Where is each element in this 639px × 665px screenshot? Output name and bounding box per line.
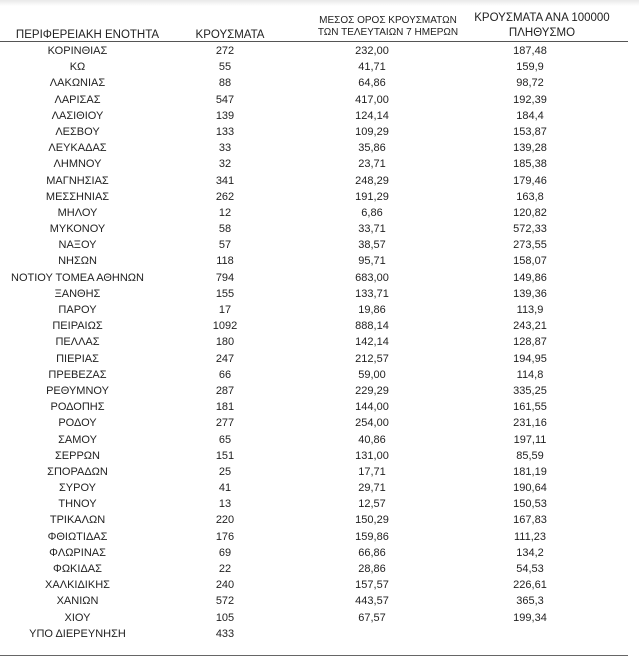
table-row bbox=[0, 205, 630, 221]
per100k-cell: 153,87 bbox=[513, 125, 547, 138]
cases-cell: 341 bbox=[215, 174, 235, 187]
table-row bbox=[0, 432, 630, 448]
header-region: ΠΕΡΙΦΕΡΕΙΑΚΗ ΕΝΟΤΗΤΑ bbox=[15, 29, 160, 41]
cases-cell: 133 bbox=[215, 125, 235, 138]
avg7-cell: 157,57 bbox=[355, 579, 389, 592]
table-row bbox=[0, 512, 630, 528]
avg7-cell: 888,14 bbox=[355, 320, 389, 333]
region-cell: ΤΗΝΟΥ bbox=[58, 498, 97, 511]
table-row bbox=[0, 140, 630, 156]
cases-cell: 88 bbox=[218, 77, 232, 90]
table-row bbox=[0, 383, 630, 399]
region-cell: ΛΗΜΝΟΥ bbox=[53, 158, 102, 171]
table-row bbox=[0, 561, 630, 577]
avg7-cell: 29,71 bbox=[358, 482, 386, 495]
header-per100k bbox=[462, 11, 622, 41]
region-cell: ΧΙΟΥ bbox=[64, 611, 91, 624]
region-cell: ΚΩ bbox=[69, 61, 86, 74]
per100k-cell: 231,16 bbox=[513, 417, 547, 430]
avg7-cell: 17,71 bbox=[358, 465, 386, 478]
cases-cell: 13 bbox=[218, 498, 232, 511]
per100k-cell: 365,3 bbox=[516, 595, 544, 608]
cases-cell: 58 bbox=[218, 223, 232, 236]
avg7-cell: 443,57 bbox=[355, 595, 389, 608]
cases-cell: 240 bbox=[215, 579, 235, 592]
avg7-cell: 191,29 bbox=[355, 190, 389, 203]
per100k-cell: 161,55 bbox=[513, 401, 547, 414]
table-row bbox=[0, 286, 630, 302]
cases-cell: 66 bbox=[218, 368, 232, 381]
per100k-cell: 335,25 bbox=[513, 384, 547, 397]
table-row bbox=[0, 59, 630, 75]
cases-cell: 55 bbox=[218, 61, 232, 74]
avg7-cell: 150,29 bbox=[355, 514, 389, 527]
table-row bbox=[0, 351, 630, 367]
per100k-cell: 149,86 bbox=[513, 271, 547, 284]
per100k-cell: 139,28 bbox=[513, 142, 547, 155]
region-cell: ΡΟΔΟΠΗΣ bbox=[50, 401, 105, 414]
avg7-cell: 59,00 bbox=[358, 368, 386, 381]
cases-cell: 287 bbox=[215, 384, 235, 397]
table-header bbox=[0, 8, 630, 42]
region-cell: ΣΠΟΡΑΔΩΝ bbox=[47, 465, 108, 478]
table-row bbox=[0, 75, 630, 91]
per100k-cell: 163,8 bbox=[516, 190, 544, 203]
avg7-cell: 28,86 bbox=[358, 563, 386, 575]
avg7-cell: 124,14 bbox=[355, 109, 389, 122]
region-cell: ΝΑΞΟΥ bbox=[58, 239, 97, 252]
per100k-cell: 181,19 bbox=[513, 465, 547, 478]
cases-cell: 69 bbox=[218, 546, 232, 559]
avg7-cell: 212,57 bbox=[355, 352, 389, 365]
cases-cell: 17 bbox=[218, 304, 232, 316]
avg7-cell: 248,29 bbox=[355, 174, 389, 187]
avg7-cell: 38,57 bbox=[358, 239, 386, 252]
cases-cell: 33 bbox=[218, 142, 232, 155]
region-cell: ΛΑΡΙΣΑΣ bbox=[54, 93, 101, 106]
header-cases: ΚΡΟΥΣΜΑΤΑ bbox=[195, 29, 265, 41]
per100k-cell: 128,87 bbox=[513, 336, 547, 349]
per100k-cell: 111,23 bbox=[513, 530, 546, 543]
per100k-cell: 167,83 bbox=[513, 514, 547, 527]
region-cell: ΝΟΤΙΟΥ ΤΟΜΕΑ ΑΘΗΝΩΝ bbox=[11, 271, 144, 284]
cases-cell: 139 bbox=[215, 109, 235, 122]
header-divider bbox=[0, 41, 628, 42]
region-cell: ΡΟΔΟΥ bbox=[58, 417, 97, 430]
cases-cell: 41 bbox=[218, 482, 232, 495]
table-row bbox=[0, 529, 630, 545]
per100k-cell: 158,07 bbox=[513, 255, 547, 268]
avg7-cell: 40,86 bbox=[358, 433, 386, 446]
region-cell: ΜΥΚΟΝΟΥ bbox=[49, 223, 106, 236]
region-cell: ΛΑΣΙΘΙΟΥ bbox=[51, 109, 104, 122]
cases-cell: 22 bbox=[218, 563, 232, 575]
table-row bbox=[0, 156, 630, 172]
table-row bbox=[0, 480, 630, 496]
header-per100k-line2: ΠΛΗΘΥΣΜΟ bbox=[508, 27, 576, 39]
per100k-cell: 159,9 bbox=[516, 61, 544, 74]
region-cell: ΠΙΕΡΙΑΣ bbox=[56, 352, 99, 365]
avg7-cell: 133,71 bbox=[355, 287, 389, 300]
header-avg7-line2: ΤΩΝ ΤΕΛΕΥΤΑΙΩΝ 7 ΗΜΕΡΩΝ bbox=[317, 27, 459, 38]
per100k-cell: 120,82 bbox=[513, 206, 547, 219]
per100k-cell: 185,38 bbox=[513, 158, 547, 171]
header-per100k-line1: ΚΡΟΥΣΜΑΤΑ ΑΝΑ 100000 bbox=[474, 12, 610, 24]
cases-cell: 118 bbox=[216, 255, 234, 268]
cases-cell: 176 bbox=[215, 530, 235, 543]
cases-cell: 180 bbox=[215, 336, 235, 349]
region-cell: ΤΡΙΚΑΛΩΝ bbox=[49, 514, 106, 527]
table-row bbox=[0, 577, 630, 593]
table-row bbox=[0, 173, 630, 189]
per100k-cell: 98,72 bbox=[516, 77, 544, 90]
region-cell: ΣΥΡΟΥ bbox=[58, 482, 96, 495]
table-row bbox=[0, 221, 630, 237]
table-row bbox=[0, 108, 630, 124]
per100k-cell: 199,34 bbox=[513, 611, 547, 624]
region-cell: ΠΕΙΡΑΙΩΣ bbox=[52, 320, 103, 333]
avg7-cell: 254,00 bbox=[355, 417, 389, 430]
table-row bbox=[0, 43, 630, 59]
table-row bbox=[0, 318, 630, 334]
avg7-cell: 67,57 bbox=[358, 611, 386, 624]
region-cell: ΠΡΕΒΕΖΑΣ bbox=[48, 368, 107, 381]
per100k-cell: 150,53 bbox=[513, 498, 547, 511]
table-row bbox=[0, 593, 630, 609]
per100k-cell: 114,8 bbox=[516, 368, 544, 381]
region-cell: ΦΘΙΩΤΙΔΑΣ bbox=[47, 530, 108, 543]
region-cell: ΜΕΣΣΗΝΙΑΣ bbox=[45, 190, 110, 203]
cases-cell: 65 bbox=[218, 433, 232, 446]
region-cell: ΞΑΝΘΗΣ bbox=[54, 287, 101, 300]
region-cell: ΧΑΛΚΙΔΙΚΗΣ bbox=[45, 579, 110, 592]
cases-cell: 433 bbox=[215, 627, 235, 640]
region-cell: ΦΛΩΡΙΝΑΣ bbox=[49, 546, 106, 559]
per100k-cell: 187,48 bbox=[513, 45, 547, 57]
per100k-cell: 85,59 bbox=[516, 449, 544, 462]
avg7-cell: 95,71 bbox=[358, 255, 386, 268]
region-cell: ΠΕΛΛΑΣ bbox=[55, 336, 100, 349]
footer-divider bbox=[0, 655, 628, 656]
cases-cell: 32 bbox=[218, 158, 232, 171]
avg7-cell: 41,71 bbox=[358, 61, 386, 74]
region-cell: ΣΕΡΡΩΝ bbox=[55, 449, 100, 462]
table-row bbox=[0, 124, 630, 140]
avg7-cell: 12,57 bbox=[358, 498, 386, 511]
cases-cell: 12 bbox=[218, 206, 232, 219]
table-row bbox=[0, 92, 630, 108]
region-cell: ΚΟΡΙΝΘΙΑΣ bbox=[47, 45, 108, 57]
table-body bbox=[0, 43, 630, 642]
table-row bbox=[0, 464, 630, 480]
cases-cell: 151 bbox=[215, 449, 235, 462]
avg7-cell: 23,71 bbox=[358, 158, 386, 171]
cases-cell: 155 bbox=[215, 287, 235, 300]
avg7-cell: 19,86 bbox=[358, 304, 386, 316]
cases-cell: 220 bbox=[215, 514, 235, 527]
avg7-cell: 33,71 bbox=[358, 223, 386, 236]
region-cell: ΜΗΛΟΥ bbox=[57, 206, 98, 219]
per100k-cell: 139,36 bbox=[513, 287, 547, 300]
table-row bbox=[0, 626, 630, 642]
region-cell: ΥΠΟ ΔΙΕΡΕΥΝΗΣΗ bbox=[29, 627, 126, 640]
table-row bbox=[0, 545, 630, 561]
avg7-cell: 159,86 bbox=[355, 530, 389, 543]
table-row bbox=[0, 189, 630, 205]
region-cell: ΦΩΚΙΔΑΣ bbox=[53, 563, 102, 575]
table-row bbox=[0, 270, 630, 286]
table-row bbox=[0, 302, 630, 318]
per100k-cell: 184,4 bbox=[516, 109, 544, 122]
table-row bbox=[0, 334, 630, 350]
region-cell: ΛΕΥΚΑΔΑΣ bbox=[48, 142, 107, 155]
cases-cell: 272 bbox=[215, 45, 235, 57]
per100k-cell: 134,2 bbox=[516, 546, 544, 559]
cases-cell: 262 bbox=[215, 190, 235, 203]
cases-cell: 105 bbox=[215, 611, 235, 624]
cases-cell: 247 bbox=[215, 352, 235, 365]
per100k-cell: 194,95 bbox=[513, 352, 547, 365]
cases-cell: 1092 bbox=[212, 320, 238, 333]
table-row bbox=[0, 253, 630, 269]
per100k-cell: 54,53 bbox=[516, 563, 544, 575]
region-cell: ΝΗΣΩΝ bbox=[58, 255, 97, 268]
per100k-cell: 226,61 bbox=[513, 579, 547, 592]
header-avg7-line1: ΜΕΣΟΣ ΟΡΟΣ ΚΡΟΥΣΜΑΤΩΝ bbox=[319, 15, 457, 26]
avg7-cell: 6,86 bbox=[361, 206, 383, 219]
region-cell: ΧΑΝΙΩΝ bbox=[56, 595, 99, 608]
avg7-cell: 229,29 bbox=[355, 384, 389, 397]
avg7-cell: 66,86 bbox=[358, 546, 386, 559]
per100k-cell: 273,55 bbox=[513, 239, 547, 252]
table-row bbox=[0, 448, 630, 464]
avg7-cell: 109,29 bbox=[355, 125, 389, 138]
region-cell: ΛΕΣΒΟΥ bbox=[55, 125, 100, 138]
region-cell: ΛΑΚΩΝΙΑΣ bbox=[49, 77, 106, 90]
cases-cell: 572 bbox=[215, 595, 235, 608]
table-row bbox=[0, 415, 630, 431]
per100k-cell: 192,39 bbox=[513, 93, 547, 106]
avg7-cell: 232,00 bbox=[355, 45, 389, 57]
region-cell: ΜΑΓΝΗΣΙΑΣ bbox=[46, 174, 109, 187]
cases-cell: 277 bbox=[215, 417, 235, 430]
cases-cell: 794 bbox=[215, 271, 235, 284]
cases-cell: 181 bbox=[215, 401, 235, 414]
avg7-cell: 144,00 bbox=[355, 401, 389, 414]
avg7-cell: 683,00 bbox=[355, 271, 389, 284]
table-row bbox=[0, 496, 630, 512]
region-cell: ΣΑΜΟΥ bbox=[58, 433, 97, 446]
table-row bbox=[0, 399, 630, 415]
region-cell: ΡΕΘΥΜΝΟΥ bbox=[46, 384, 109, 397]
cases-cell: 57 bbox=[218, 239, 232, 252]
per100k-cell: 190,64 bbox=[513, 482, 547, 495]
per100k-cell: 179,46 bbox=[513, 174, 547, 187]
per100k-cell: 197,11 bbox=[513, 433, 547, 446]
avg7-cell: 35,86 bbox=[358, 142, 386, 155]
avg7-cell: 131,00 bbox=[355, 449, 389, 462]
per100k-cell: 113,9 bbox=[516, 304, 544, 316]
per100k-cell: 243,21 bbox=[513, 320, 547, 333]
table-row bbox=[0, 237, 630, 253]
region-cell: ΠΑΡΟΥ bbox=[58, 304, 97, 316]
top-edge-shadow bbox=[0, 0, 639, 6]
per100k-cell: 572,33 bbox=[513, 223, 547, 236]
avg7-cell: 64,86 bbox=[358, 77, 386, 90]
avg7-cell: 142,14 bbox=[355, 336, 389, 349]
table-row bbox=[0, 367, 630, 383]
cases-cell: 25 bbox=[218, 465, 232, 478]
cases-cell: 547 bbox=[215, 93, 235, 106]
table-row bbox=[0, 610, 630, 626]
avg7-cell: 417,00 bbox=[355, 93, 389, 106]
header-avg7 bbox=[308, 15, 468, 39]
